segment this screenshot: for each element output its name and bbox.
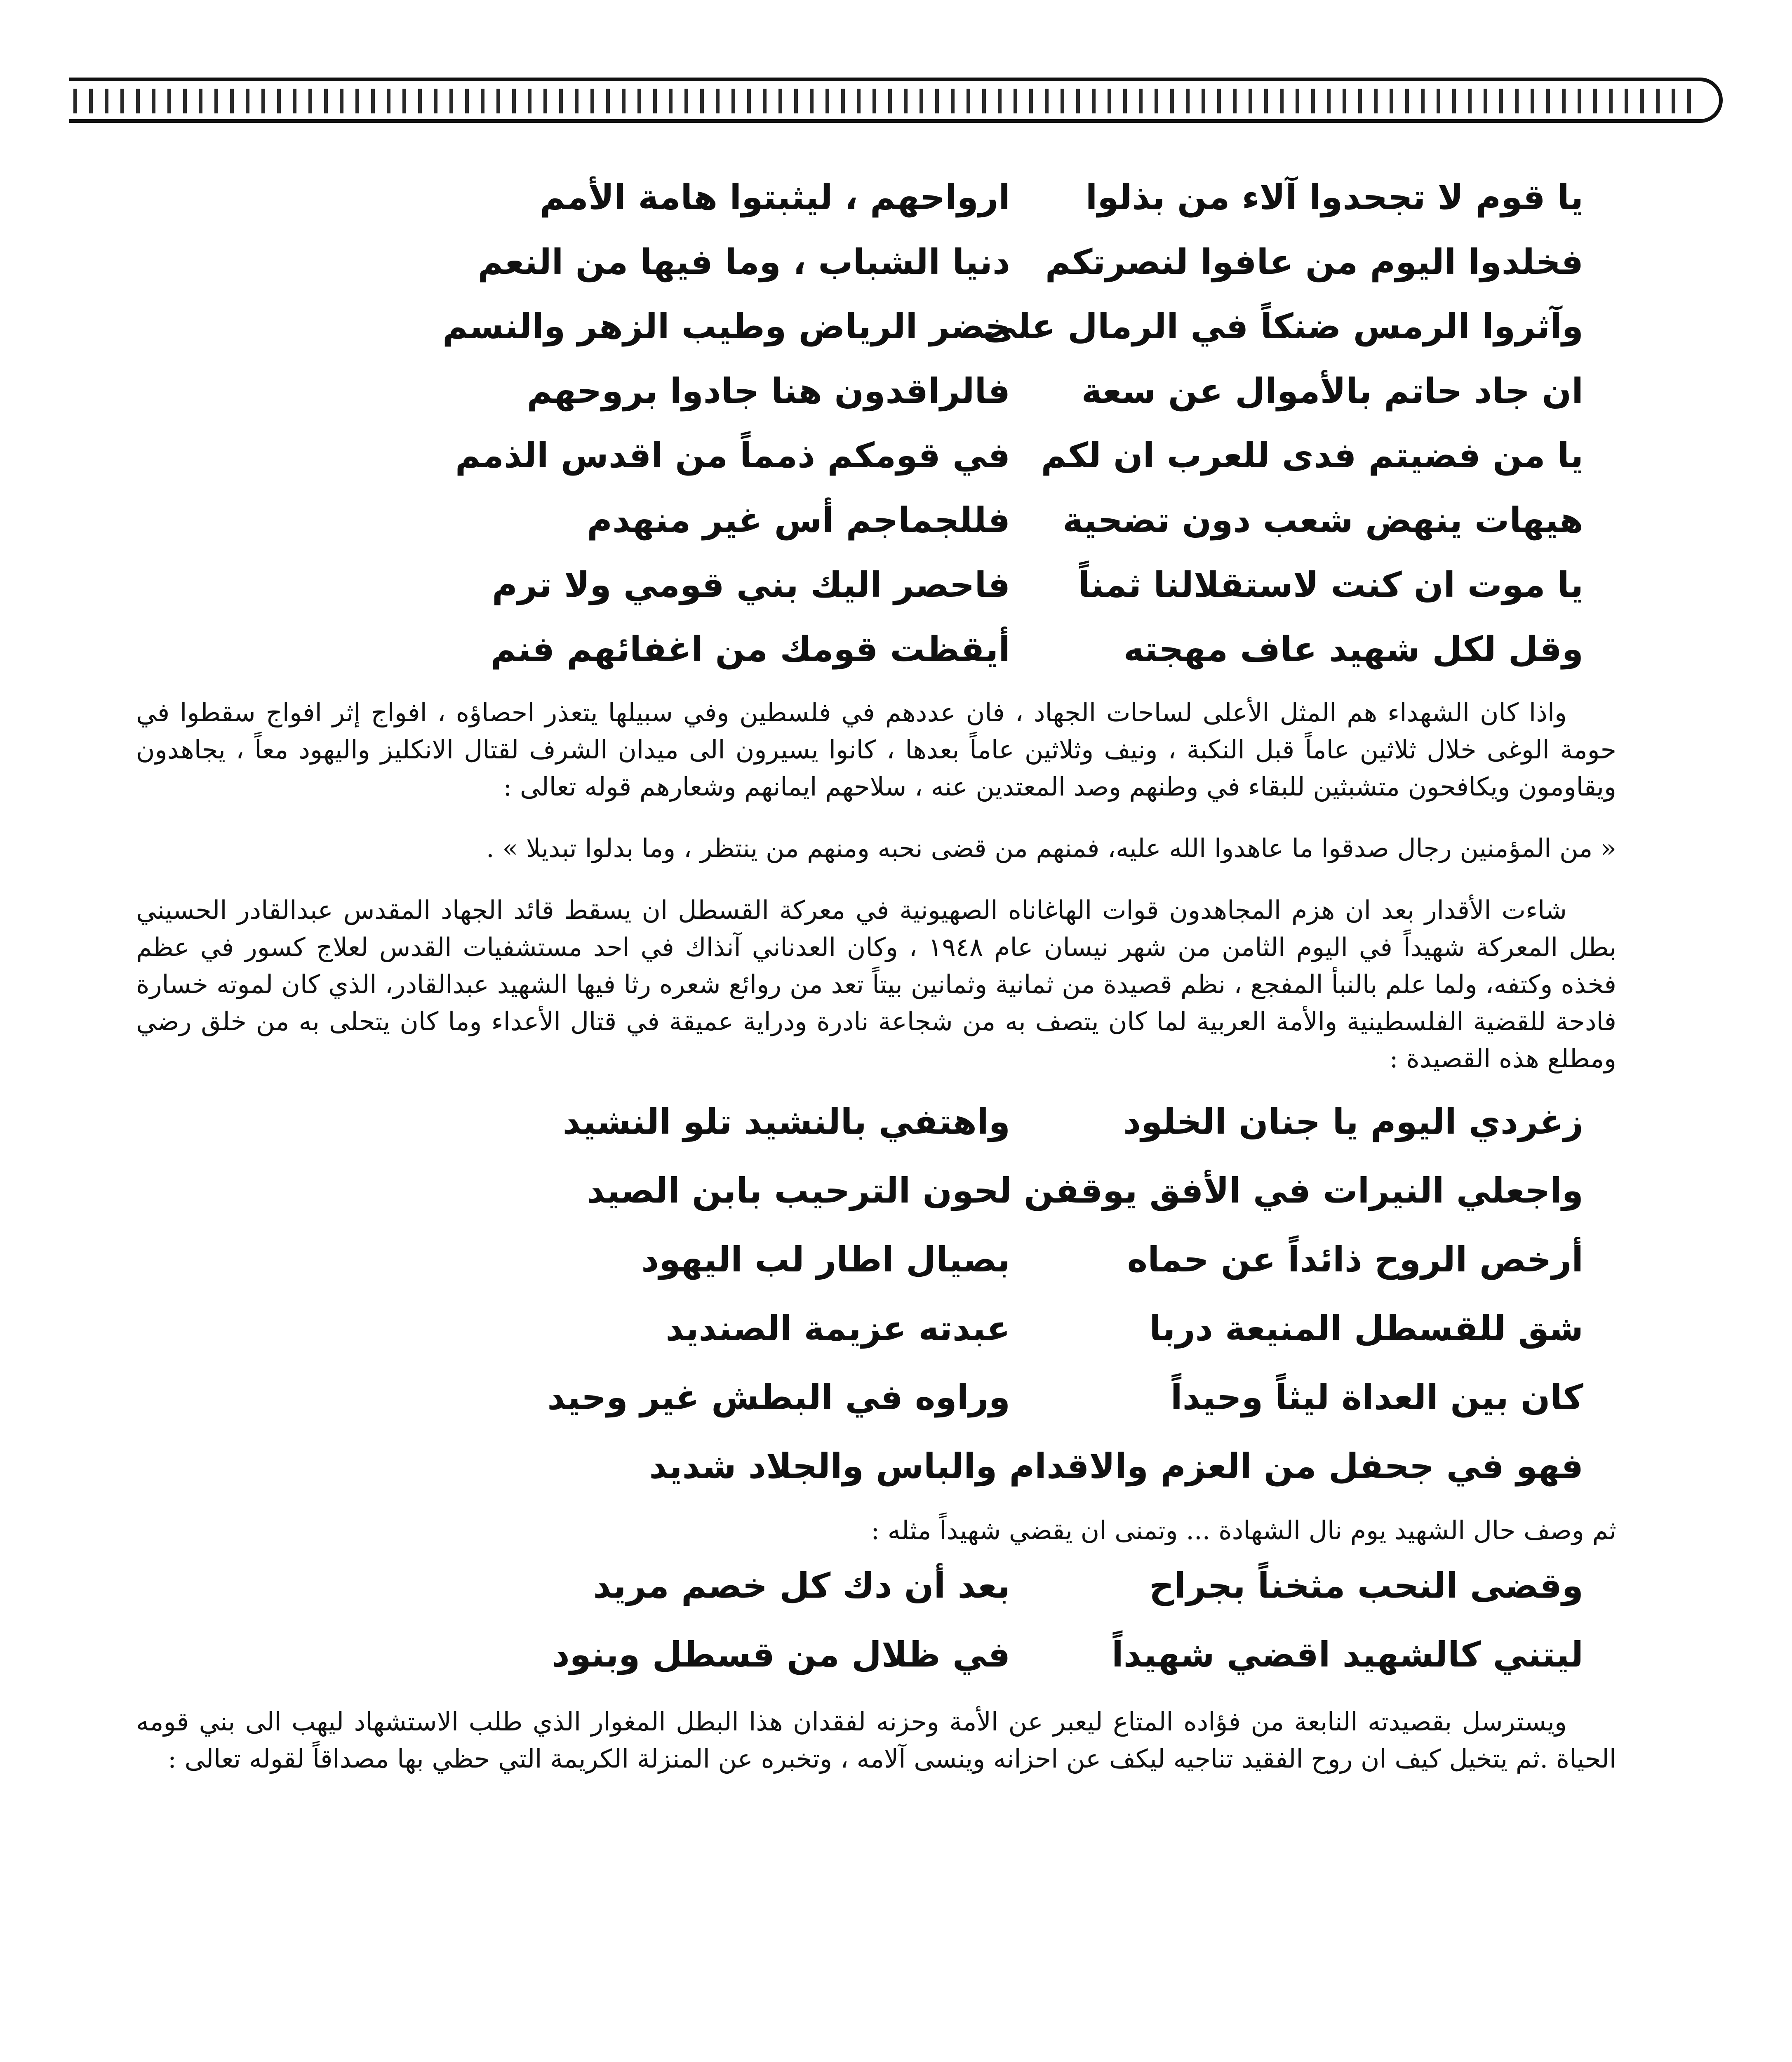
quran-quote: « من المؤمنين رجال صدقوا ما عاهدوا الله عليه، فمنهم من قضى نحبه ومنهم من ينتظر ، وما بدلوا تبديلا » . xyxy=(486,833,1616,864)
verse: وقل لكل شهيد عاف مهجته أيقظت قومك من اغفائهم فنم xyxy=(490,629,1583,670)
decorative-top-border xyxy=(69,78,1723,123)
verse: يا موت ان كنت لاستقلالنا ثمناً فاحصر اليك بني قومي ولا ترم xyxy=(492,564,1583,605)
border-pattern-dots xyxy=(73,94,1694,108)
verse: هيهات ينهض شعب دون تضحية فللجماجم أس غير منهدم xyxy=(587,499,1583,540)
verse: أرخص الروح ذائداً عن حماه بصيال اطار لب اليهود xyxy=(641,1239,1583,1280)
verse: وقضى النحب مثخناً بجراح بعد أن دك كل خصم مريد xyxy=(593,1565,1583,1606)
paragraph-martyrs: واذا كان الشهداء هم المثل الأعلى لساحات الجهاد ، فان عددهم في فلسطين وفي سبيلها يتعذر احصاؤه ، افواج إثر افواج سقطوا في حومة الوغى خلال ثلاثين عاماً قبل النكبة ، ونيف وثلاثين عاماً بعدها ، كانوا يسيرون الى ميدان الشرف لقتال الانكليز واليهود معاً ، يجاهدون ويقاومون ويكافحون متشبثين للبقاء في وطنهم وصد المعتدين عنه ، سلاحهم ايمانهم وشعارهم قوله تعالى : xyxy=(136,697,1616,802)
verse: يا من فضيتم فدى للعرب ان لكم في قومكم ذمماً من اقدس الذمم xyxy=(455,435,1583,476)
poem-wish xyxy=(503,1566,1583,1674)
verse: زغردي اليوم يا جنان الخلود واهتفي بالنشيد تلو النشيد xyxy=(562,1101,1583,1142)
verse: وآثروا الرمس ضنكاً في الرمال على خضر الرياض وطيب الزهر والنسم xyxy=(442,306,1583,347)
verse: ان جاد حاتم بالأموال عن سعة فالراقدون هنا جادوا بروحهم xyxy=(527,370,1583,411)
verse: ليتني كالشهيد اقضي شهيداً في ظلال من قسطل وبنود xyxy=(552,1634,1583,1675)
verse-single: واجعلي النيرات في الأفق يوقفن لحون الترحيب بابن الصيد xyxy=(586,1170,1583,1211)
paragraph-qastal: شاءت الأقدار بعد ان هزم المجاهدون قوات الهاغاناه الصهيونية في معركة القسطل ان يسقط قائد الجهاد المقدس عبدالقادر الحسيني بطل المعركة شهيداً في اليوم الثامن من شهر نيسان عام ١٩٤٨ ، وكان العدناني آنذاك في احد مستشفيات القدس لعلاج كسور في عظم فخذه وكتفه، ولما علم بالنبأ المفجع ، نظم قصيدة من ثمانية وثمانين بيتاً تعد من روائع شعره رثا فيها الشهيد عبدالقادر، الذي كان لموته خسارة فادحة للقضية الفلسطينية والأمة العربية لما كان يتصف به من شجاعة نادرة ودراية عميقة في قتال الأعداء وما كان يتحلى به من خلق رضي ومطلع هذه القصيدة : xyxy=(136,895,1617,1073)
verse: فخلدوا اليوم من عافوا لنصرتكم دنيا الشباب ، وما فيها من النعم xyxy=(477,241,1583,282)
verse: كان بين العداة ليثاً وحيداً وراوه في البطش غير وحيد xyxy=(547,1377,1583,1417)
verse-single: فهو في جحفل من العزم والاقدام والباس والجلاد شديد xyxy=(649,1446,1583,1487)
verse: يا قوم لا تجحدوا آلاء من بذلوا ارواحهم ، ليثبتوا هامة الأمم xyxy=(539,177,1583,217)
verse: شق للقسطل المنيعة دربا عبدته عزيمة الصنديد xyxy=(666,1308,1583,1349)
poem-lament xyxy=(442,177,1583,670)
intro-line: ثم وصف حال الشهيد يوم نال الشهادة ... وتمنى ان يقضي شهيداً مثله : xyxy=(871,1515,1616,1546)
page-body xyxy=(136,177,1616,1802)
poem-elegy xyxy=(503,1102,1583,1486)
paragraph-closing: ويسترسل بقصيدته النابعة من فؤاده المتاع ليعبر عن الأمة وحزنه لفقدان هذا البطل المغوار الذي طلب الاستشهاد ليهب الى بني قومه الحياة .ثم يتخيل كيف ان روح الفقيد تناجيه ليكف عن احزانه وينسى آلامه ، وتخبره عن المنزلة الكريمة التي حظي بها مصداقاً لقوله تعالى : xyxy=(136,1707,1616,1774)
